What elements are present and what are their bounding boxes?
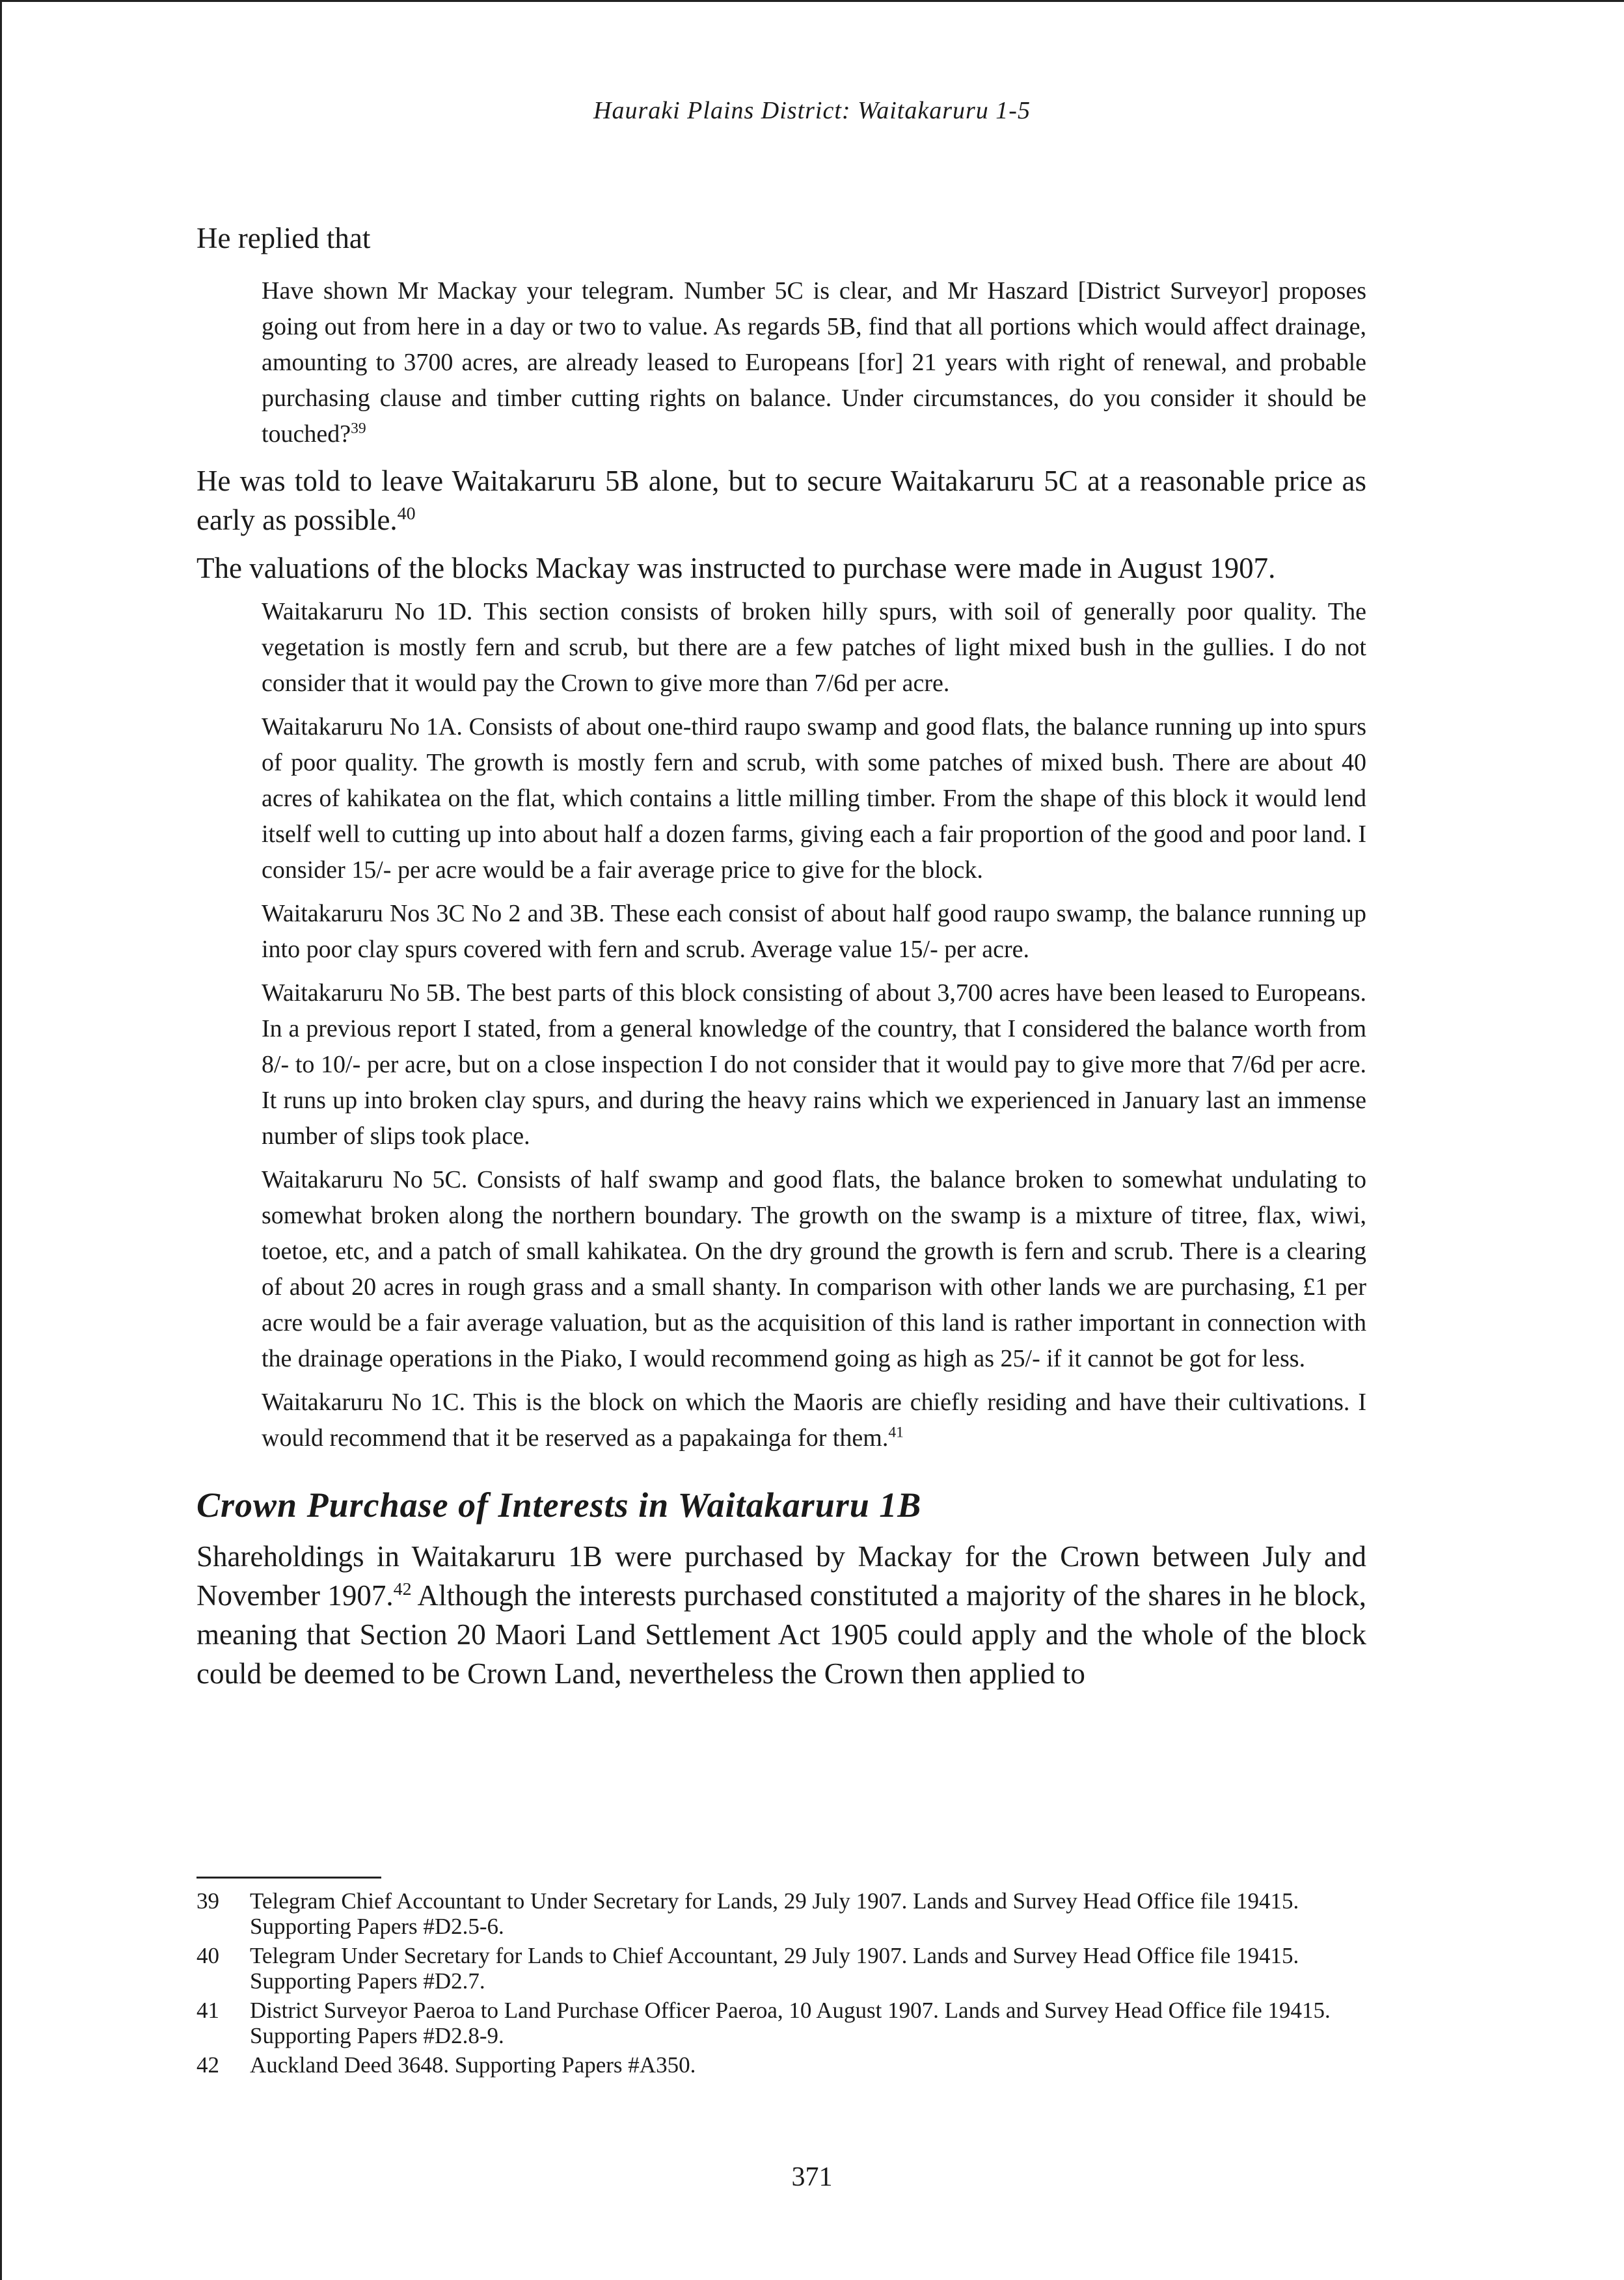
paragraph-text: He was told to leave Waitakaruru 5B alone, but to secure Waitakaruru 5C at a reasonable price as early as possible. (196, 465, 1366, 536)
main-text (196, 219, 1366, 1693)
paragraph-text: Although the interests purchased constituted a majority of the shares in he block, meaning that Section 20 Maori Land Settlement Act 1905 could apply and the whole of the block could be deemed to be Crown Land, nevertheless the Crown then applied to (196, 1579, 1367, 1690)
footnote (196, 1998, 1366, 2048)
paragraph-text: Shareholdings in Waitakaruru 1B were purchased by Mackay for the Crown between July and November 1907. (196, 1540, 1366, 1612)
block-quote: Waitakaruru No 1D. This section consists of broken hilly spurs, with soil of generally poor quality. The vegetation is mostly fern and scrub, but there are a few patches of light mixed bush in the gullies. I do not consider that it would pay the Crown to give more than 7/6d per acre. (262, 598, 1366, 697)
footnote-number: 41 (196, 1998, 219, 2023)
quote-text: Have shown Mr Mackay your telegram. Number 5C is clear, and Mr Haszard [District Surveyor] proposes going out from here in a day or two to value. As regards 5B, find that all portions which would affect drainage, amounting to 3700 acres, are already leased to Europeans [for] 21 years with right of renewal, and probable purchasing clause and timber cutting rights on balance. Under circumstances, do you consider it should be touched? (262, 277, 1366, 448)
footnote-rule (196, 1877, 381, 1879)
footnotes (196, 1888, 1366, 2082)
block-quote: Waitakaruru No 5C. Consists of half swamp and good flats, the balance broken to somewhat undulating to somewhat broken along the northern boundary. The growth on the swamp is a mixture of titree, flax, wiwi, toetoe, etc, and a patch of small kahikatea. On the dry ground the growth is fern and scrub. There is a clearing of about 20 acres in rough grass and a small shanty. In comparison with other lands we are purchasing, £1 per acre would be a fair average valuation, but as the acquisition of this land is rather important in connection with the drainage operations in the Piako, I would recommend going as high as 25/- if it cannot be got for less. (262, 1166, 1366, 1372)
body-paragraph: He replied that (196, 222, 371, 254)
block-quote: Waitakaruru Nos 3C No 2 and 3B. These each consist of about half good raupo swamp, the balance running up into poor clay spurs covered with fern and scrub. Average value 15/- per acre. (262, 900, 1366, 963)
footnote (196, 1888, 1366, 1939)
footnote-text: Telegram Chief Accountant to Under Secretary for Lands, 29 July 1907. Lands and Survey Head Office file 19415. Supporting Papers #D2.5-6. (250, 1888, 1299, 1939)
footnote-ref: 41 (888, 1424, 904, 1441)
footnote-text: District Surveyor Paeroa to Land Purchase Officer Paeroa, 10 August 1907. Lands and Survey Head Office file 19415. Supporting Papers #D2.8-9. (250, 1998, 1331, 2048)
page-number: 371 (791, 2162, 833, 2192)
block-quote (262, 273, 1366, 452)
block-quote: Waitakaruru No 5B. The best parts of this block consisting of about 3,700 acres have been leased to Europeans. In a previous report I stated, from a general knowledge of the country, that I considered the balance worth from 8/- to 10/- per acre, but on a close inspection I do not consider that it would pay to give more that 7/6d per acre. It runs up into broken clay spurs, and during the heavy rains which we experienced in January last an immense number of slips took place. (262, 979, 1366, 1150)
block-quote: Waitakaruru No 1A. Consists of about one-third raupo swamp and good flats, the balance running up into spurs of poor quality. The growth is mostly fern and scrub, with some patches of mixed bush. There are about 40 acres of kahikatea on the flat, which contains a little milling timber. From the shape of this block it would lend itself well to cutting up into about half a dozen farms, giving each a fair proportion of the good and poor land. I consider 15/- per acre would be a fair average price to give for the block. (262, 713, 1366, 884)
block-quote (262, 1385, 1366, 1456)
footnote-text: Telegram Under Secretary for Lands to Chief Accountant, 29 July 1907. Lands and Survey Head Office file 19415. Supporting Papers #D2.7. (250, 1943, 1299, 1994)
quote-text: Waitakaruru No 1C. This is the block on which the Maoris are chiefly residing and have their cultivations. I would recommend that it be reserved as a papakainga for them. (262, 1389, 1366, 1452)
footnote-number: 40 (196, 1943, 219, 1968)
section-heading: Crown Purchase of Interests in Waitakaruru 1B (196, 1486, 922, 1525)
running-head: Hauraki Plains District: Waitakaruru 1-5 (593, 97, 1031, 124)
body-paragraph (196, 461, 1366, 539)
footnote-text: Auckland Deed 3648. Supporting Papers #A350. (250, 2052, 696, 2078)
footnote-ref: 40 (397, 504, 416, 524)
body-paragraph: The valuations of the blocks Mackay was instructed to purchase were made in August 1907. (196, 552, 1276, 584)
footnote (196, 1943, 1366, 1994)
body-paragraph (196, 1537, 1366, 1693)
footnote-ref: 42 (393, 1579, 412, 1599)
footnote-number: 39 (196, 1888, 219, 1914)
footnote (196, 2052, 1366, 2078)
footnote-number: 42 (196, 2052, 219, 2078)
footnote-ref: 39 (351, 420, 366, 437)
